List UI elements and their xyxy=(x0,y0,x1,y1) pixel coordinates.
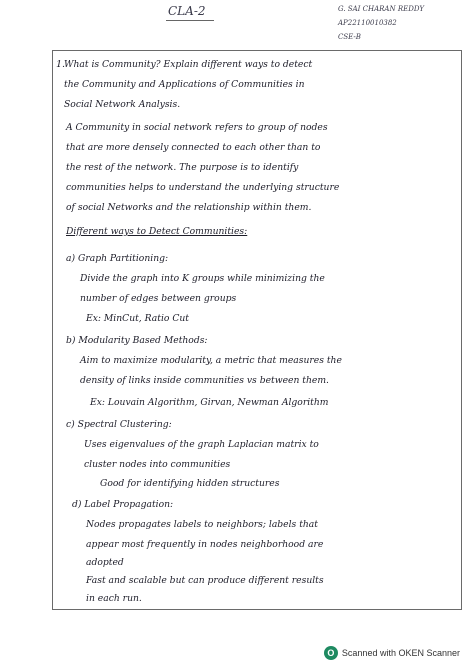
oken-logo-icon: O xyxy=(324,646,338,660)
method-heading: a) Graph Partitioning: xyxy=(66,253,169,264)
method-line: in each run. xyxy=(86,593,142,604)
method-example: Ex: Louvain Algorithm, Girvan, Newman Algorithm xyxy=(90,397,329,408)
section-heading: Different ways to Detect Communities: xyxy=(66,226,248,237)
method-line: Nodes propagates labels to neighbors; labels that xyxy=(86,519,318,530)
method-line: Fast and scalable but can produce different results xyxy=(86,575,324,586)
class-section: CSE-B xyxy=(338,33,361,41)
method-heading: d) Label Propagation: xyxy=(72,499,174,510)
definition-line: communities helps to understand the underlying structure xyxy=(66,182,340,193)
definition-line: of social Networks and the relationship within them. xyxy=(66,202,312,213)
method-heading: b) Modularity Based Methods: xyxy=(66,335,208,346)
question-line: Social Network Analysis. xyxy=(64,99,181,110)
title-underline xyxy=(166,20,214,21)
page-title: CLA-2 xyxy=(168,4,206,18)
method-line: appear most frequently in nodes neighborhood are xyxy=(86,539,324,550)
method-line: cluster nodes into communities xyxy=(84,459,231,470)
question-line: the Community and Applications of Communities in xyxy=(64,79,305,90)
method-heading: c) Spectral Clustering: xyxy=(66,419,172,430)
method-line: Divide the graph into K groups while minimizing the xyxy=(80,273,325,284)
scanner-watermark xyxy=(324,646,460,660)
register-number: AP22110010382 xyxy=(338,19,397,27)
method-line: Uses eigenvalues of the graph Laplacian matrix to xyxy=(84,439,319,450)
watermark-text: Scanned with OKEN Scanner xyxy=(341,648,460,658)
definition-line: the rest of the network. The purpose is to identify xyxy=(66,162,299,173)
method-line: Aim to maximize modularity, a metric that measures the xyxy=(80,355,342,366)
method-example: Ex: MinCut, Ratio Cut xyxy=(86,313,189,324)
student-name: G. SAI CHARAN REDDY xyxy=(338,5,425,13)
question-line: What is Community? Explain different ways to detect xyxy=(64,59,313,70)
method-line: adopted xyxy=(86,557,124,568)
question-number: 1. xyxy=(56,59,66,70)
method-line: Good for identifying hidden structures xyxy=(100,478,280,489)
method-line: density of links inside communities vs between them. xyxy=(80,375,329,386)
definition-line: A Community in social network refers to group of nodes xyxy=(66,122,328,133)
method-line: number of edges between groups xyxy=(80,293,237,304)
definition-line: that are more densely connected to each other than to xyxy=(66,142,321,153)
